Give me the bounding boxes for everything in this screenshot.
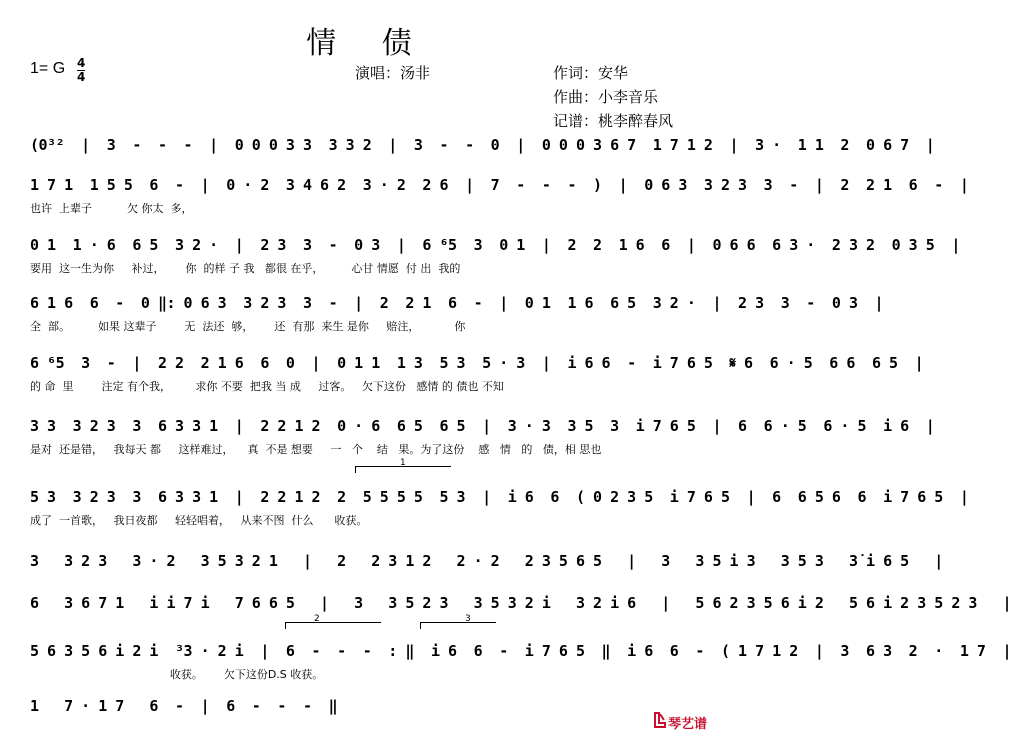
lyric-row: 全 部。 如果 这辈子 无 法还 够， 还 有那 来生 是你 赔注， 你: [30, 320, 466, 333]
notation-row: 5 3 3 2 3 3 6 3 3 1 | 2 2 1 2 2 5 5 5 5 5 3 | i 6 6 ( 0 2 3 5 i 7 6 5 | 6 6 5 6 6 i 7 6 5 |: [30, 488, 969, 506]
notation-row: 6 ⁶5 3 - | 2 2 2 1 6 6 0 | 0 1 1 1 3 5 3 5 · 3 | i 6 6 - i 7 6 5 𝄋 6 6 · 5 6 6 6 5 |: [30, 354, 924, 372]
lyric-row: 也许 上辈子 欠 你太 多，: [30, 202, 193, 215]
notation-row: 0 1 1 · 6 6 5 3 2 · | 2 3 3 - 0 3 | 6 ⁶5 3 0 1 | 2 2 1 6 6 | 0 6 6 6 3 · 2 3 2 0 3 5 |: [30, 236, 960, 254]
page-title: 情 债: [306, 26, 430, 61]
notation-row: 6 1 6 6 - 0 ‖: 0 6 3 3 2 3 3 - | 2 2 1 6 - | 0 1 1 6 6 5 3 2 · | 2 3 3 - 0 3 |: [30, 294, 884, 312]
piano-logo-icon: [654, 712, 666, 728]
notation-row: (0³² | 3 - - - | 0 0 0 3 3 3 3 2 | 3 - - 0 | 0 0 0 3 6 7 1 7 1 2 | 3 · 1 1 2 0 6 7 |: [30, 136, 935, 154]
lyric-row: 是对 还是错， 我每天 都 这样难过， 真 不是 想要 一 个 结 果。为了这份 感 情 的 债，相 思也: [30, 443, 602, 456]
volta-number-3: 3: [465, 614, 471, 624]
volta-number-2: 2: [314, 614, 320, 624]
volta-number-1: 1: [400, 458, 406, 468]
time-signature: [77, 58, 85, 83]
lyric-row: 收获。 欠下这份D.S 收获。: [30, 668, 324, 681]
notation-row: 1 7 1 1 5 5 6 - | 0 · 2 3 4 6 2 3 · 2 2 6 | 7 - - - ) | 0 6 3 3 2 3 3 - | 2 2 1 6 - |: [30, 176, 969, 194]
volta-bracket-3: [420, 614, 496, 629]
site-logo: 琴艺谱: [668, 717, 708, 732]
volta-bracket-1: [355, 458, 451, 473]
notation-row: 3 3 2 3 3 · 2 3 5 3 2 1 | 2 2 3 1 2 2 · 2 2 3 5 6 5 | 3 3 5 i 3 3 5 3 3̇ i 6 5 |: [30, 552, 943, 570]
lyric-row: 成了 一首歌， 我日夜都 轻轻唱着， 从来不图 什么 收获。: [30, 514, 368, 527]
lyric-row: 要用 这一生为你 补过， 你 的样 子 我 都很 在乎， 心甘 情愿 付 出 我的: [30, 262, 461, 275]
lyricist-credit: 作词：安华: [553, 64, 629, 82]
time-signature-top: 4: [77, 56, 86, 70]
time-signature-bottom: 4: [77, 70, 86, 84]
transcriber-credit: 记谱：桃李醉春风: [553, 112, 674, 130]
notation-row: 5 6 3 5 6 i 2 i ³3 · 2 i | 6 - - - : ‖ i 6 6 - i 7 6 5 ‖ i 6 6 - ( 1 7 1 2 | 3 6 3 2 · 1 7 |: [30, 642, 1011, 660]
notation-row: 1 7 · 1 7 6 - | 6 - - - ‖: [30, 697, 338, 715]
singer-credit: 演唱：汤非: [355, 64, 431, 82]
lyric-row: 的 命 里 注定 有个我， 求你 不要 把我 当 成 过客。 欠下这份 感情 的 债也 不知: [30, 380, 504, 393]
notation-row: 3 3 3 2 3 3 6 3 3 1 | 2 2 1 2 0 · 6 6 5 6 5 | 3 · 3 3 5 3 i 7 6 5 | 6 6 · 5 6 · 5 i 6 |: [30, 417, 935, 435]
composer-credit: 作曲：小李音乐: [553, 88, 659, 106]
notation-row: 6 3 6 7 1 i i 7 i 7 6 6 5 | 3 3 5 2 3 3 5 3 2 i 3 2 i 6 | 5 6 2 3 5 6 i 2 5 6 i 2 3 5 2 3 |: [30, 594, 1011, 612]
key-signature: 1= G: [30, 60, 66, 77]
volta-bracket-2: [285, 614, 381, 629]
